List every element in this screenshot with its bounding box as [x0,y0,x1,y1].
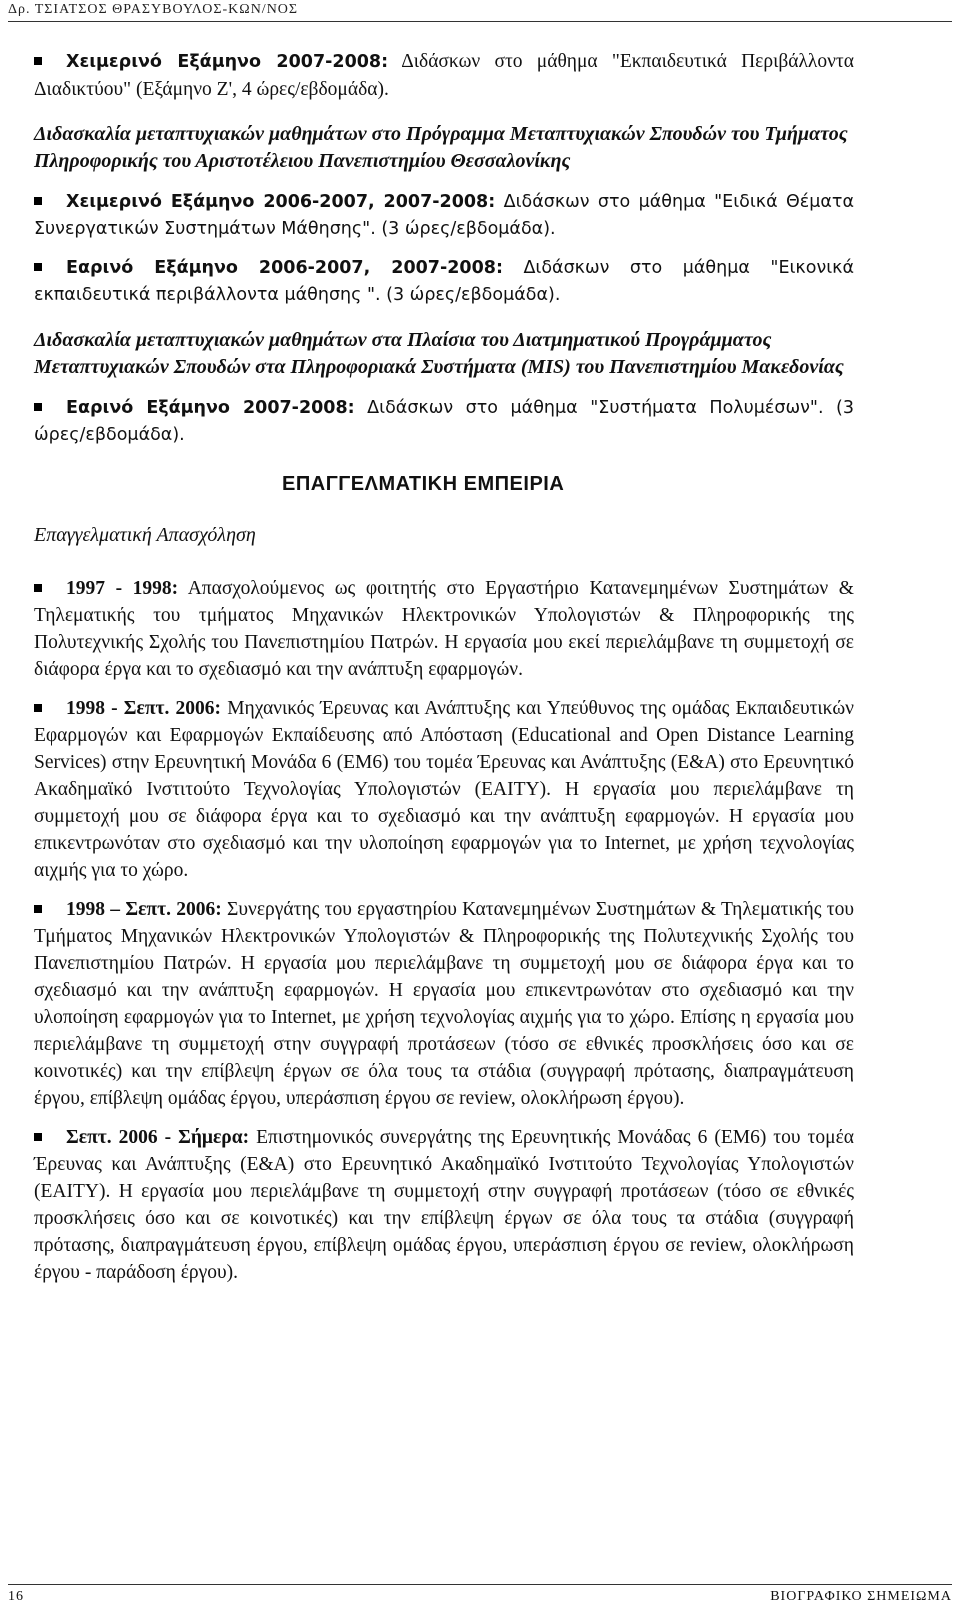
running-title: Δρ. ΤΣΙΑΤΣΟΣ ΘΡΑΣΥΒΟΥΛΟΣ-ΚΩΝ/ΝΟΣ [8,2,299,17]
experience-period: 1997 - 1998: [66,578,179,599]
section-title: Διδασκαλία μεταπτυχιακών μαθημάτων στα Πλαίσια του Διατμηματικού Προγράμματος Μεταπτυχιακών Σπουδών στα Πληροφοριακά Συστήματα (MIS) του Πανεπιστημίου Μακεδονίας [34,329,844,378]
experience-period: 1998 - Σεπτ. 2006: [66,698,222,719]
square-bullet-icon [34,905,42,913]
square-bullet-icon [34,263,42,271]
experience-text: Μηχανικός Έρευνας και Ανάπτυξης και Υπεύθυνος της ομάδας Εκπαιδευτικών Εφαρμογών και Εφαρμογών Εκπαίδευσης από Απόσταση (Educational and Open Distance Learning Services) στην Ερευνητική Μονάδα 6 (ΕΜ6) του τομέα Έρευνας και Ανάπτυξης (Ε&Α) στο Ερευνητικό Ακαδημαϊκό Ινστιτούτο Τεχνολογίας Υπολογιστών (ΕΑΙΤΥ). Η εργασία μου περιελάμβανε τη συμμετοχή μου σε διάφορα έργα και το σχεδιασμό και την ανάπτυξη εφαρμογών. Η εργασία μου επικεντρωνόταν στο σχεδιασμό και την υλοποίηση εφαρμογών για το Internet, με χρήση τεχνολογίας αιχμής για το χώρο. [34,698,854,881]
experience-item [34,695,854,884]
experience-item [34,1124,854,1286]
teaching-text: Διδάσκων στο μάθημα "Εικονικά εκπαιδευτικά περιβάλλοντα μάθησης ". (3 ώρες/εβδομάδα). [34,258,854,305]
experience-period: Σεπτ. 2006 - Σήμερα: [66,1127,250,1148]
document-body [34,48,854,1298]
experience-text: Απασχολούμενος ως φοιτητής στο Εργαστήριο Κατανεμημένων Συστημάτων & Τηλεματικής του τμήματος Μηχανικών Ηλεκτρονικών Υπολογιστών & Πληροφορικής της Πολυτεχνικής Σχολής του Πανεπιστημίου Πατρών. Η εργασία μου εκεί περιελάμβανε τη συμμετοχή σε διάφορα έργα και το σχεδιασμό και την ανάπτυξη εφαρμογών. [34,578,854,680]
teaching-period: Χειμερινό Εξάμηνο 2007-2008: [66,52,389,72]
teaching-item [34,255,854,309]
teaching-text: Διδάσκων στο μάθημα "Ειδικά Θέματα Συνεργατικών Συστημάτων Μάθησης". (3 ώρες/εβδομάδα). [34,192,854,239]
teaching-item [34,395,854,449]
page-number: 16 [8,1589,24,1604]
running-header [8,0,952,22]
square-bullet-icon [34,1133,42,1141]
square-bullet-icon [34,57,42,65]
section-title: Διδασκαλία μεταπτυχιακών μαθημάτων στο Πρόγραμμα Μεταπτυχιακών Σπουδών του Τμήματος Πληροφορικής του Αριστοτέλειου Πανεπιστημίου Θεσσαλονίκης [34,123,848,172]
experience-period: 1998 – Σεπτ. 2006: [66,899,222,920]
teaching-text: Διδάσκων στο μάθημα "Συστήματα Πολυμέσων". (3 ώρες/εβδομάδα). [34,398,854,445]
square-bullet-icon [34,584,42,592]
square-bullet-icon [34,197,42,205]
square-bullet-icon [34,704,42,712]
page-footer [8,1584,952,1605]
teaching-period: Εαρινό Εξάμηνο 2007-2008: [66,398,355,418]
square-bullet-icon [34,403,42,411]
experience-heading: ΕΠΑΓΓΕΛΜΑΤΙΚΗ ΕΜΠΕΙΡΙΑ [282,473,565,495]
experience-text: Συνεργάτης του εργαστηρίου Κατανεμημένων Συστημάτων & Τηλεματικής του Τμήματος Μηχανικών Ηλεκτρονικών Υπολογιστών & Πληροφορικής της Πολυτεχνικής Σχολής του Πανεπιστημίου Πατρών. Η εργασία μου περιελάμβανε τη συμμετοχή μου σε διάφορα έργα και το σχεδιασμό και την ανάπτυξη εφαρμογών. Η εργασία μου επικεντρωνόταν στο σχεδιασμό και την υλοποίηση εφαρμογών για το Internet, με χρήση τεχνολογίας αιχμής για το χώρο. Επίσης η εργασία μου περιελάμβανε τη συμμετοχή στην συγγραφή προτάσεων (τόσο σε εθνικές προσκλήσεις όσο και σε κοινοτικές) και την επίβλεψη έργων σε όλα τους τα στάδια (συγγραφή πρότασης, διαπραγμάτευση έργου, επίβλεψη ομάδας έργου, υπεράσπιση έργου σε review, ολοκλήρωση έργου). [34,899,854,1109]
teaching-item [34,189,854,243]
teaching-item [34,48,854,103]
experience-item [34,896,854,1112]
teaching-text: Διδάσκων στο μάθημα "Εκπαιδευτικά Περιβάλλοντα Διαδικτύου" (Εξάμηνο Ζ', 4 ώρες/εβδομάδα). [34,51,854,100]
experience-item [34,575,854,683]
teaching-period: Εαρινό Εξάμηνο 2006-2007, 2007-2008: [66,258,503,278]
document-title: ΒΙΟΓΡΑΦΙΚΟ ΣΗΜΕΙΩΜΑ [770,1589,952,1604]
teaching-period: Χειμερινό Εξάμηνο 2006-2007, 2007-2008: [66,192,496,212]
experience-text: Επιστημονικός συνεργάτης της Ερευνητικής Μονάδας 6 (ΕΜ6) του τομέα Έρευνας και Ανάπτυξης (Ε&Α) στο Ερευνητικό Ακαδημαϊκό Ινστιτούτο Τεχνολογίας Υπολογιστών (ΕΑΙΤΥ). Η εργασία μου περιελάμβανε τη συμμετοχή στην συγγραφή προτάσεων (τόσο σε εθνικές προσκλήσεις όσο και σε κοινοτικές) και την επίβλεψη έργων σε όλα τους τα στάδια (συγγραφή πρότασης, διαπραγμάτευση έργου, επίβλεψη ομάδας έργου, υπεράσπιση έργου σε review, ολοκλήρωση έργου - παράδοση έργου). [34,1127,854,1283]
experience-subheading: Επαγγελματική Απασχόληση [34,524,256,546]
